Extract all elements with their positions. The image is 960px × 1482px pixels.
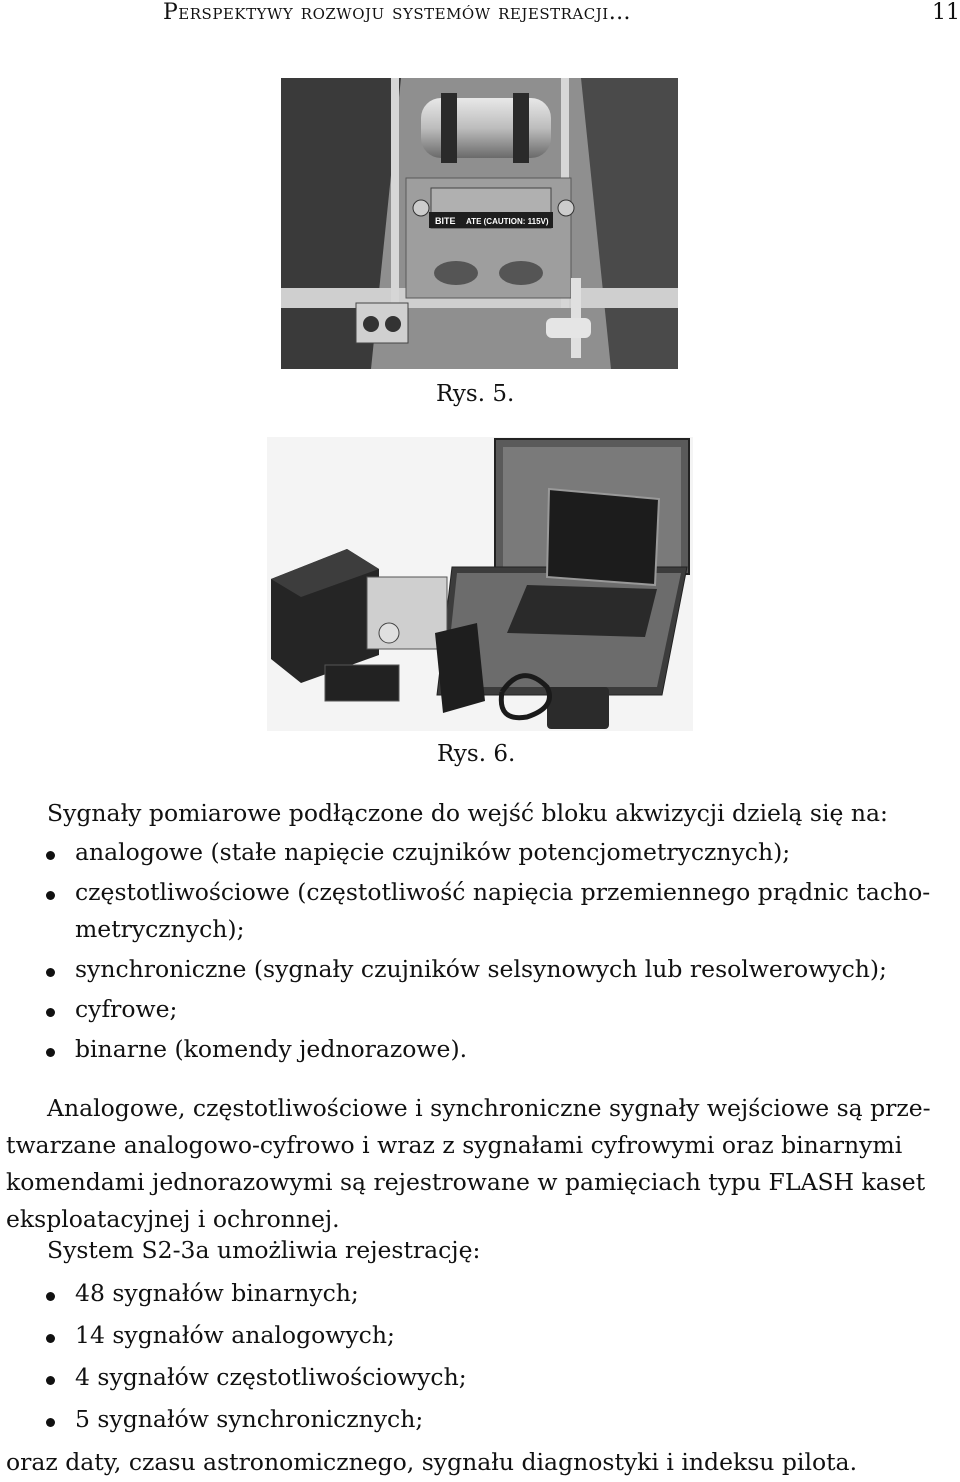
page-number: 11 [932,0,960,25]
list-item: 14 sygnałów analogowych; [75,1321,395,1349]
section2-closing: oraz daty, czasu astronomicznego, sygnału diagnostyki i indeksu pilota. [6,1448,858,1476]
list-item: 4 sygnałów częstotliwościowych; [75,1363,467,1391]
bullet-marker [46,1048,55,1057]
paragraph-line: eksploatacyjnej i ochronnej. [6,1205,340,1233]
list-item: 48 sygnałów binarnych; [75,1279,359,1307]
bullet-marker [46,891,55,900]
section1-intro: Sygnały pomiarowe podłączone do wejść bloku akwizycji dzielą się na: [47,799,888,827]
paragraph-line: komendami jednorazowymi są rejestrowane w pamięciach typu FLASH kaset [6,1168,926,1196]
ate-label: ATE (CAUTION: 115V) [466,217,549,226]
paragraph-line: Analogowe, częstotliwościowe i synchroniczne sygnały wejściowe są prze- [47,1094,931,1122]
bullet-marker [46,1008,55,1017]
bullet-marker [46,1292,55,1301]
figure-5-caption: Rys. 5. [436,381,515,407]
bite-label: BITE [435,216,456,226]
figure-6-photo [267,437,693,731]
figure-5-illustration [281,78,678,369]
bullet-marker [46,968,55,977]
figure-6-illustration [267,437,693,731]
list-item: cyfrowe; [75,995,178,1023]
running-header-title: Perspektywy rozwoju systemów rejestracji… [163,0,632,25]
bullet-marker [46,1334,55,1343]
figure-6-caption: Rys. 6. [437,741,516,767]
section2-intro: System S2-3a umożliwia rejestrację: [47,1236,481,1264]
bullet-marker [46,1376,55,1385]
list-item: 5 sygnałów synchronicznych; [75,1405,424,1433]
list-item: częstotliwościowe (częstotliwość napięcia przemiennego prądnic tacho- [75,878,931,906]
list-item-continuation: metrycznych); [75,915,245,943]
list-item: binarne (komendy jednorazowe). [75,1035,468,1063]
bullet-marker [46,1418,55,1427]
paragraph-line: twarzane analogowo-cyfrowo i wraz z sygnałami cyfrowymi oraz binarnymi [6,1131,903,1159]
list-item: synchroniczne (sygnały czujników selsynowych lub resolwerowych); [75,955,887,983]
bullet-marker [46,851,55,860]
list-item: analogowe (stałe napięcie czujników potencjometrycznych); [75,838,791,866]
figure-5-photo [281,78,678,369]
